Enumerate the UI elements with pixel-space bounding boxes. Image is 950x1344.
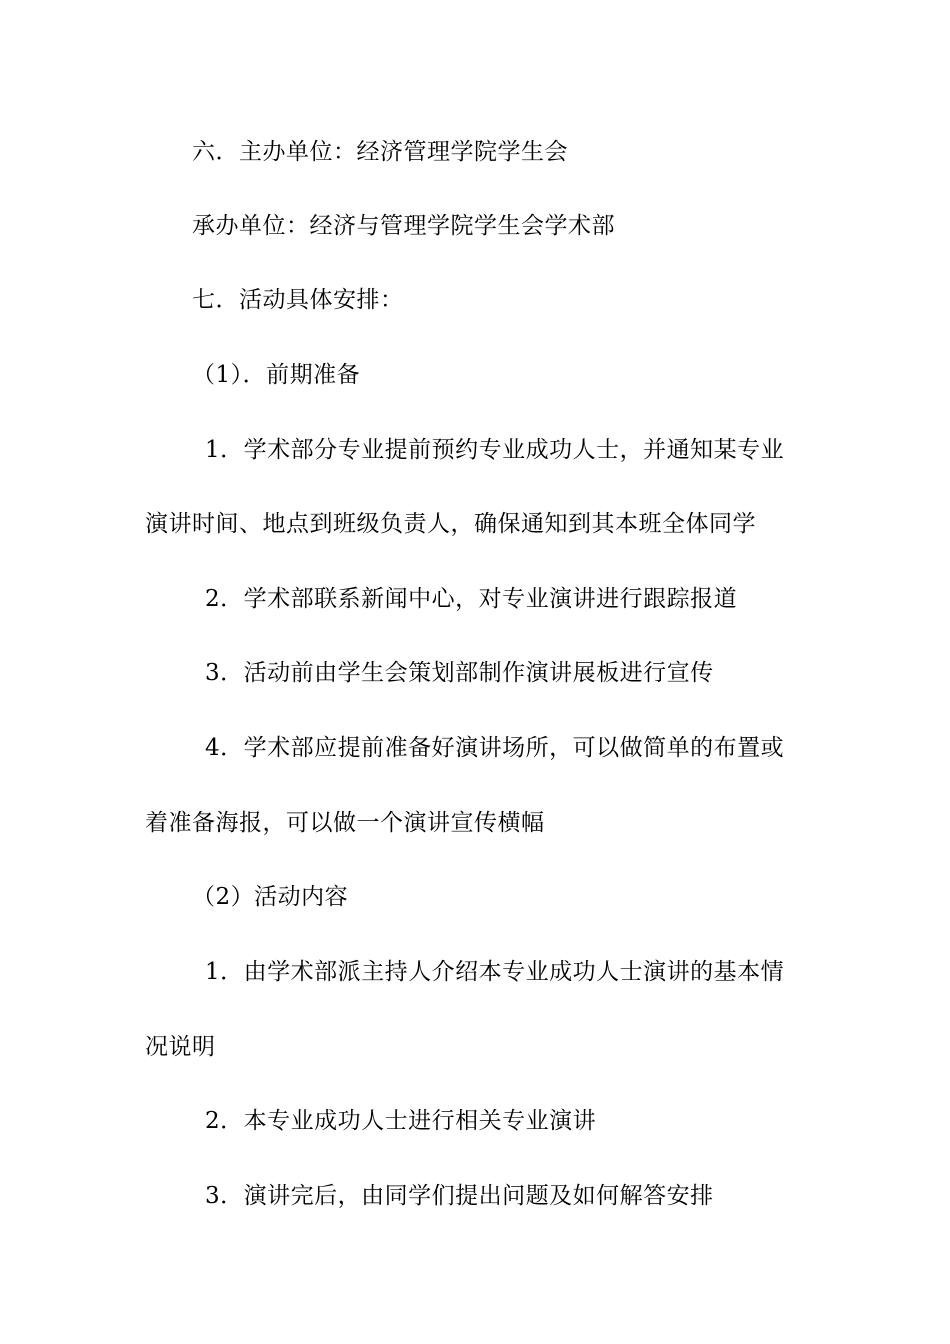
subsection-content-heading: （2）活动内容 <box>192 884 349 910</box>
section-seven-heading: 七．活动具体安排： <box>192 287 404 313</box>
content-item-2: 2．本专业成功人士进行相关专业演讲 <box>205 1108 597 1134</box>
prep-item-4-line-2: 着准备海报，可以做一个演讲宣传横幅 <box>145 810 545 836</box>
content-item-1-line-2: 况说明 <box>145 1034 216 1060</box>
prep-item-1-line-1: 1．学术部分专业提前预约专业成功人士，并通知某专业 <box>205 437 785 463</box>
content-item-3: 3．演讲完后，由同学们提出问题及如何解答安排 <box>205 1183 714 1209</box>
subsection-preparation-heading: （1）．前期准备 <box>192 362 361 388</box>
content-item-1-line-1: 1．由学术部派主持人介绍本专业成功人士演讲的基本情 <box>205 959 785 985</box>
section-six-organizer: 六．主办单位：经济管理学院学生会 <box>192 139 568 165</box>
prep-item-2: 2．学术部联系新闻中心，对专业演讲进行跟踪报道 <box>205 586 738 612</box>
prep-item-3: 3．活动前由学生会策划部制作演讲展板进行宣传 <box>205 660 714 686</box>
prep-item-4-line-1: 4．学术部应提前准备好演讲场所，可以做简单的布置或 <box>205 735 785 761</box>
co-organizer-line: 承办单位：经济与管理学院学生会学术部 <box>192 213 615 239</box>
prep-item-1-line-2: 演讲时间、地点到班级负责人，确保通知到其本班全体同学 <box>145 511 756 537</box>
